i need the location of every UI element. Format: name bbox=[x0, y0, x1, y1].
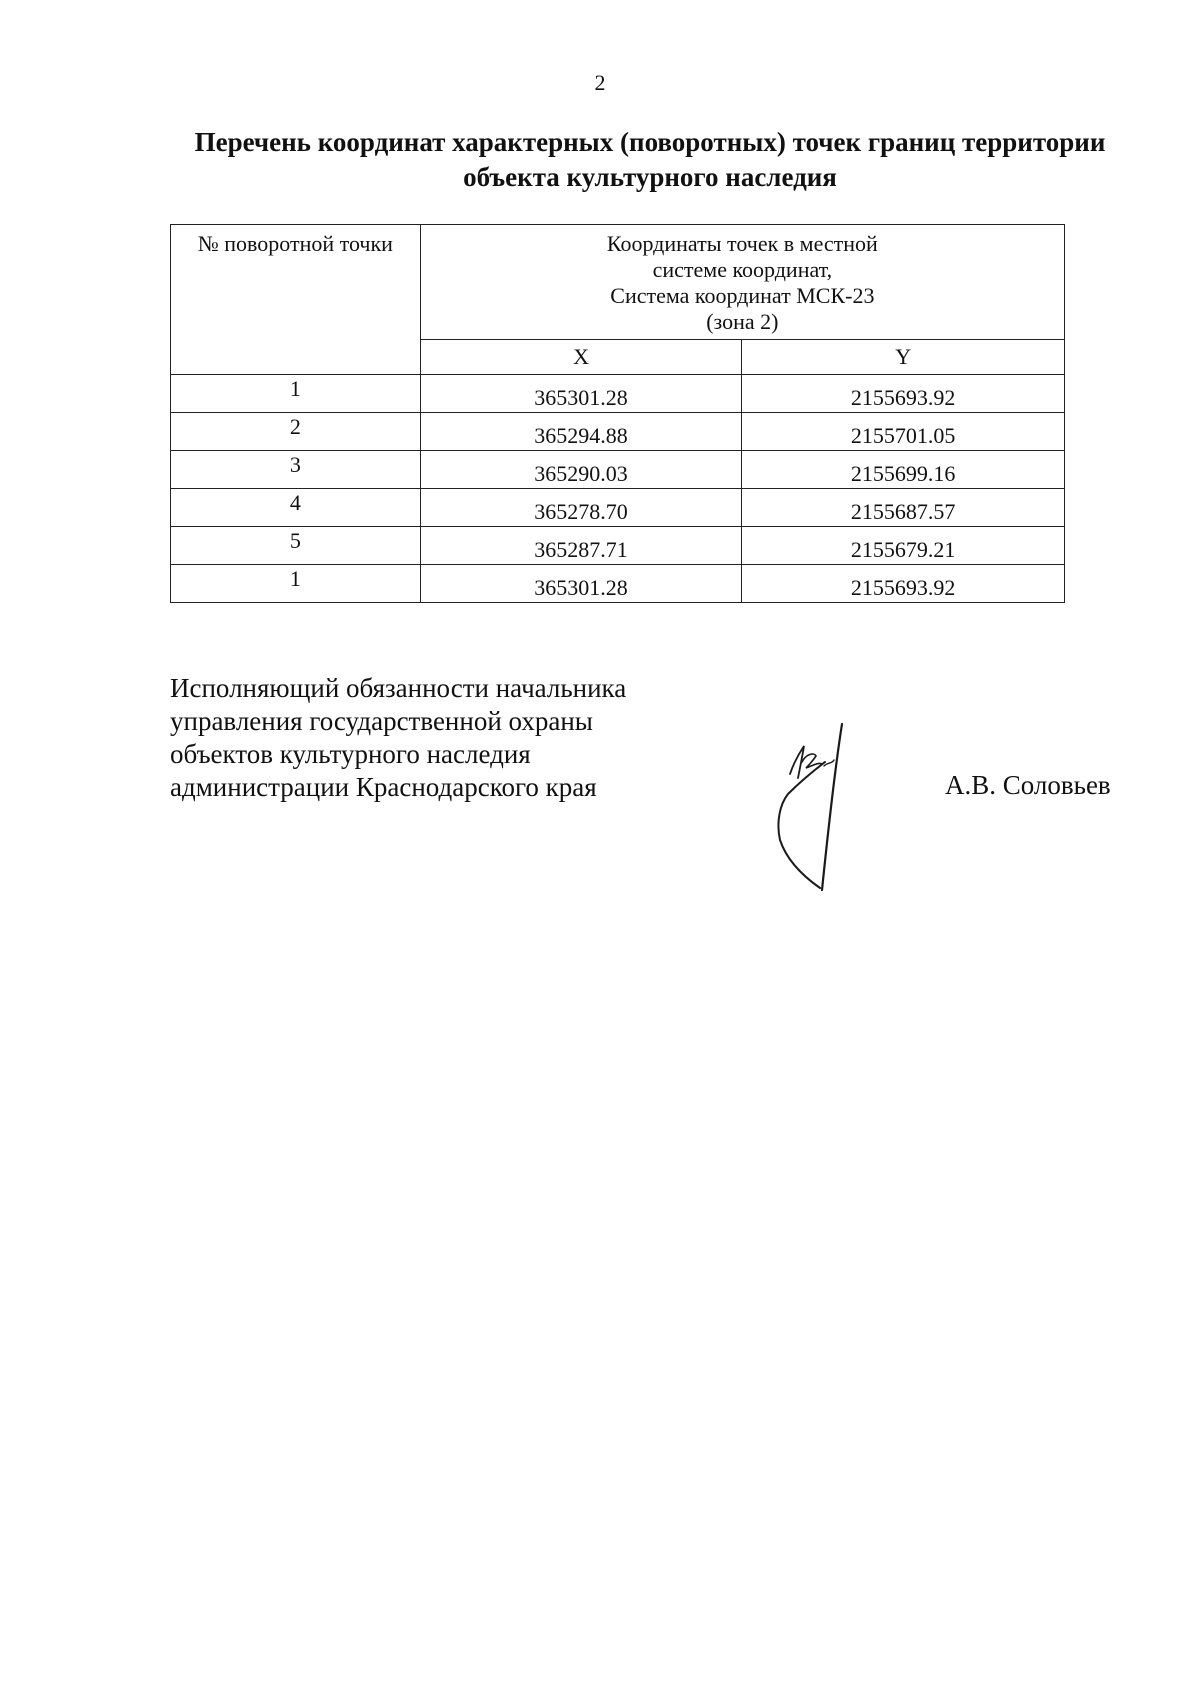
table-row bbox=[171, 413, 1065, 451]
table-row bbox=[171, 565, 1065, 603]
signatory-position-line: администрации Краснодарского края bbox=[170, 772, 597, 802]
point-number-cell: 4 bbox=[171, 489, 421, 527]
header-point-number: № поворотной точки bbox=[171, 225, 421, 375]
point-number-cell: 1 bbox=[171, 565, 421, 603]
table-header-row bbox=[171, 225, 1065, 340]
header-x: X bbox=[420, 340, 742, 375]
header-y: Y bbox=[742, 340, 1065, 375]
document-title-line-2: объекта культурного наследия bbox=[463, 162, 837, 192]
signatory-name: А.В. Соловьев bbox=[945, 770, 1111, 800]
table-row bbox=[171, 451, 1065, 489]
point-number-cell: 1 bbox=[171, 375, 421, 413]
y-coordinate-cell: 2155679.21 bbox=[742, 527, 1065, 565]
point-number-cell: 3 bbox=[171, 451, 421, 489]
document-title-line-1: Перечень координат характерных (поворотных) точек границ территории bbox=[194, 127, 1106, 157]
handwritten-signature bbox=[770, 722, 870, 892]
table-row bbox=[171, 489, 1065, 527]
header-coordinates-line: Система координат МСК-23 bbox=[610, 283, 875, 308]
coordinates-table bbox=[170, 224, 1065, 603]
x-coordinate-cell: 365290.03 bbox=[420, 451, 742, 489]
y-coordinate-cell: 2155701.05 bbox=[742, 413, 1065, 451]
header-coordinates-line: (зона 2) bbox=[706, 309, 779, 334]
y-coordinate-cell: 2155687.57 bbox=[742, 489, 1065, 527]
x-coordinate-cell: 365278.70 bbox=[420, 489, 742, 527]
point-number-cell: 2 bbox=[171, 413, 421, 451]
point-number-cell: 5 bbox=[171, 527, 421, 565]
y-coordinate-cell: 2155693.92 bbox=[742, 565, 1065, 603]
signatory-position-line: объектов культурного наследия bbox=[170, 739, 531, 769]
x-coordinate-cell: 365301.28 bbox=[420, 375, 742, 413]
signatory-position-line: Исполняющий обязанности начальника bbox=[170, 673, 627, 703]
signatory-position bbox=[170, 672, 626, 804]
header-coordinates bbox=[420, 225, 1064, 340]
header-coordinates-line: Координаты точек в местной bbox=[606, 231, 878, 256]
x-coordinate-cell: 365287.71 bbox=[420, 527, 742, 565]
y-coordinate-cell: 2155699.16 bbox=[742, 451, 1065, 489]
y-coordinate-cell: 2155693.92 bbox=[742, 375, 1065, 413]
x-coordinate-cell: 365294.88 bbox=[420, 413, 742, 451]
header-coordinates-line: системе координат, bbox=[652, 257, 833, 282]
document-title bbox=[150, 125, 1150, 195]
table-row bbox=[171, 375, 1065, 413]
page-number: 2 bbox=[594, 70, 606, 95]
table-row bbox=[171, 527, 1065, 565]
signatory-position-line: управления государственной охраны bbox=[170, 706, 593, 736]
x-coordinate-cell: 365301.28 bbox=[420, 565, 742, 603]
